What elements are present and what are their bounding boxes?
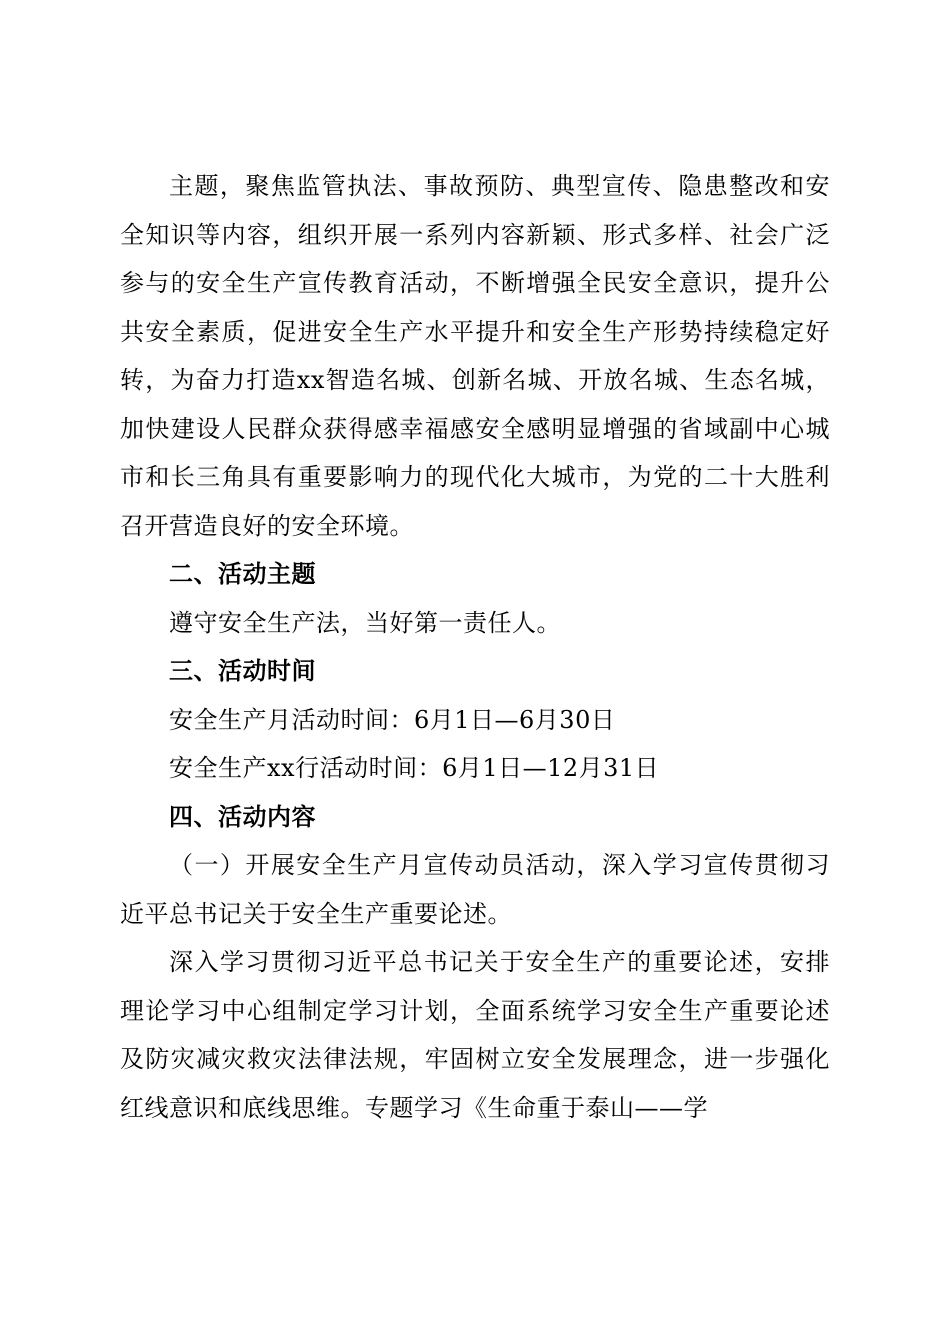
time-line-tour: 安全生产xx行活动时间：6月1日—12月31日 <box>169 754 660 782</box>
subsection-heading-1: （一）开展安全生产月宣传动员活动，深入学习宣传贯彻习近平总书记关于安全生产重要论述。 <box>120 851 830 928</box>
theme-text: 遵守安全生产法，当好第一责任人。 <box>169 608 561 637</box>
subsection-paragraph-1: 深入学习贯彻习近平总书记关于安全生产的重要论述，安排理论学习中心组制定学习计划，全面系统学习安全生产重要论述及防灾减灾救灾法律法规，牢固树立安全发展理念，进一步强化红线意识和底线思维。专题学习《生命重于泰山——学 <box>120 948 830 1122</box>
section-heading-content: 四、活动内容 <box>169 802 316 831</box>
section-heading-theme: 二、活动主题 <box>169 560 316 588</box>
intro-paragraph: 主题，聚焦监管执法、事故预防、典型宣传、隐患整改和安全知识等内容，组织开展一系列内容新颖、形式多样、社会广泛参与的安全生产宣传教育活动，不断增强全民安全意识，提升公共安全素质，促进安全生产水平提升和安全生产形势持续稳定好转，为奋力打造xx智造名城、创新名城、开放名城、生态名城，加快建设人民群众获得感幸福感安全感明显增强的省域副中心城市和长三角具有重要影响力的现代化大城市，为党的二十大胜利召开营造良好的安全环境。 <box>120 172 830 540</box>
section-heading-time: 三、活动时间 <box>169 657 316 685</box>
document-body <box>120 162 830 1132</box>
time-line-month: 安全生产月活动时间：6月1日—6月30日 <box>169 705 616 734</box>
